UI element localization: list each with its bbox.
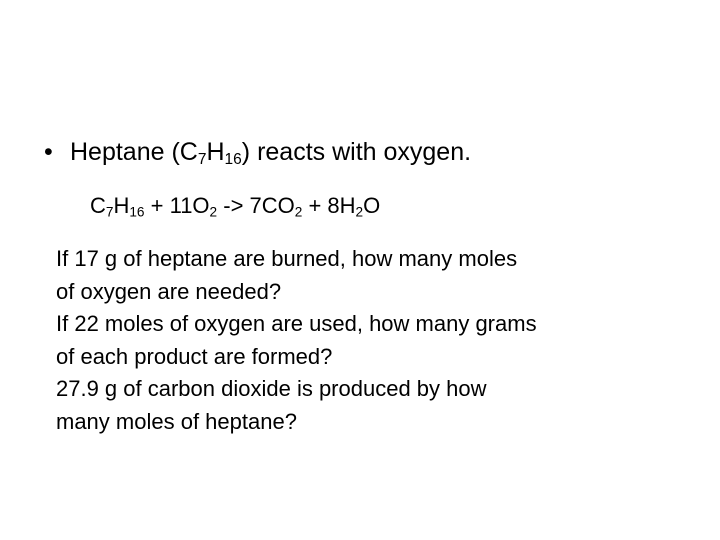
question-1-line-2: of oxygen are needed? [56, 278, 282, 304]
eq-plus-h2o: + 8H [302, 193, 356, 218]
eq-plus-o2: + 11O [144, 193, 210, 218]
question-list [56, 243, 676, 438]
statement-text-start: Heptane (C [70, 138, 198, 166]
question-2-line-1: If 22 moles of oxygen are used, how many grams [56, 311, 537, 336]
eq-o2-sub: 2 [209, 204, 218, 220]
bullet-heptane-statement [44, 134, 471, 170]
formula-subscript-c: 7 [197, 150, 207, 168]
eq-h-sub: 16 [129, 204, 145, 220]
eq-h: H [113, 193, 130, 218]
question-1-line-1: If 17 g of heptane are burned, how many moles [56, 246, 518, 271]
eq-co2-sub: 2 [294, 204, 303, 220]
chemical-equation [90, 190, 380, 222]
formula-h: H [206, 138, 225, 166]
eq-c-sub: 7 [105, 204, 114, 220]
statement-text-end: ) reacts with oxygen. [241, 138, 472, 166]
eq-c: C [90, 193, 106, 218]
question-3-line-2: many moles of heptane? [56, 408, 297, 434]
question-3-line-1: 27.9 g of carbon dioxide is produced by how [56, 376, 487, 401]
bullet-marker: • [44, 138, 53, 166]
eq-arrow-co2: -> 7CO [217, 193, 295, 218]
eq-o-end: O [363, 193, 381, 218]
eq-h2o-sub: 2 [355, 204, 364, 220]
question-2-line-2: of each product are formed? [56, 343, 333, 369]
formula-subscript-h: 16 [224, 150, 242, 168]
